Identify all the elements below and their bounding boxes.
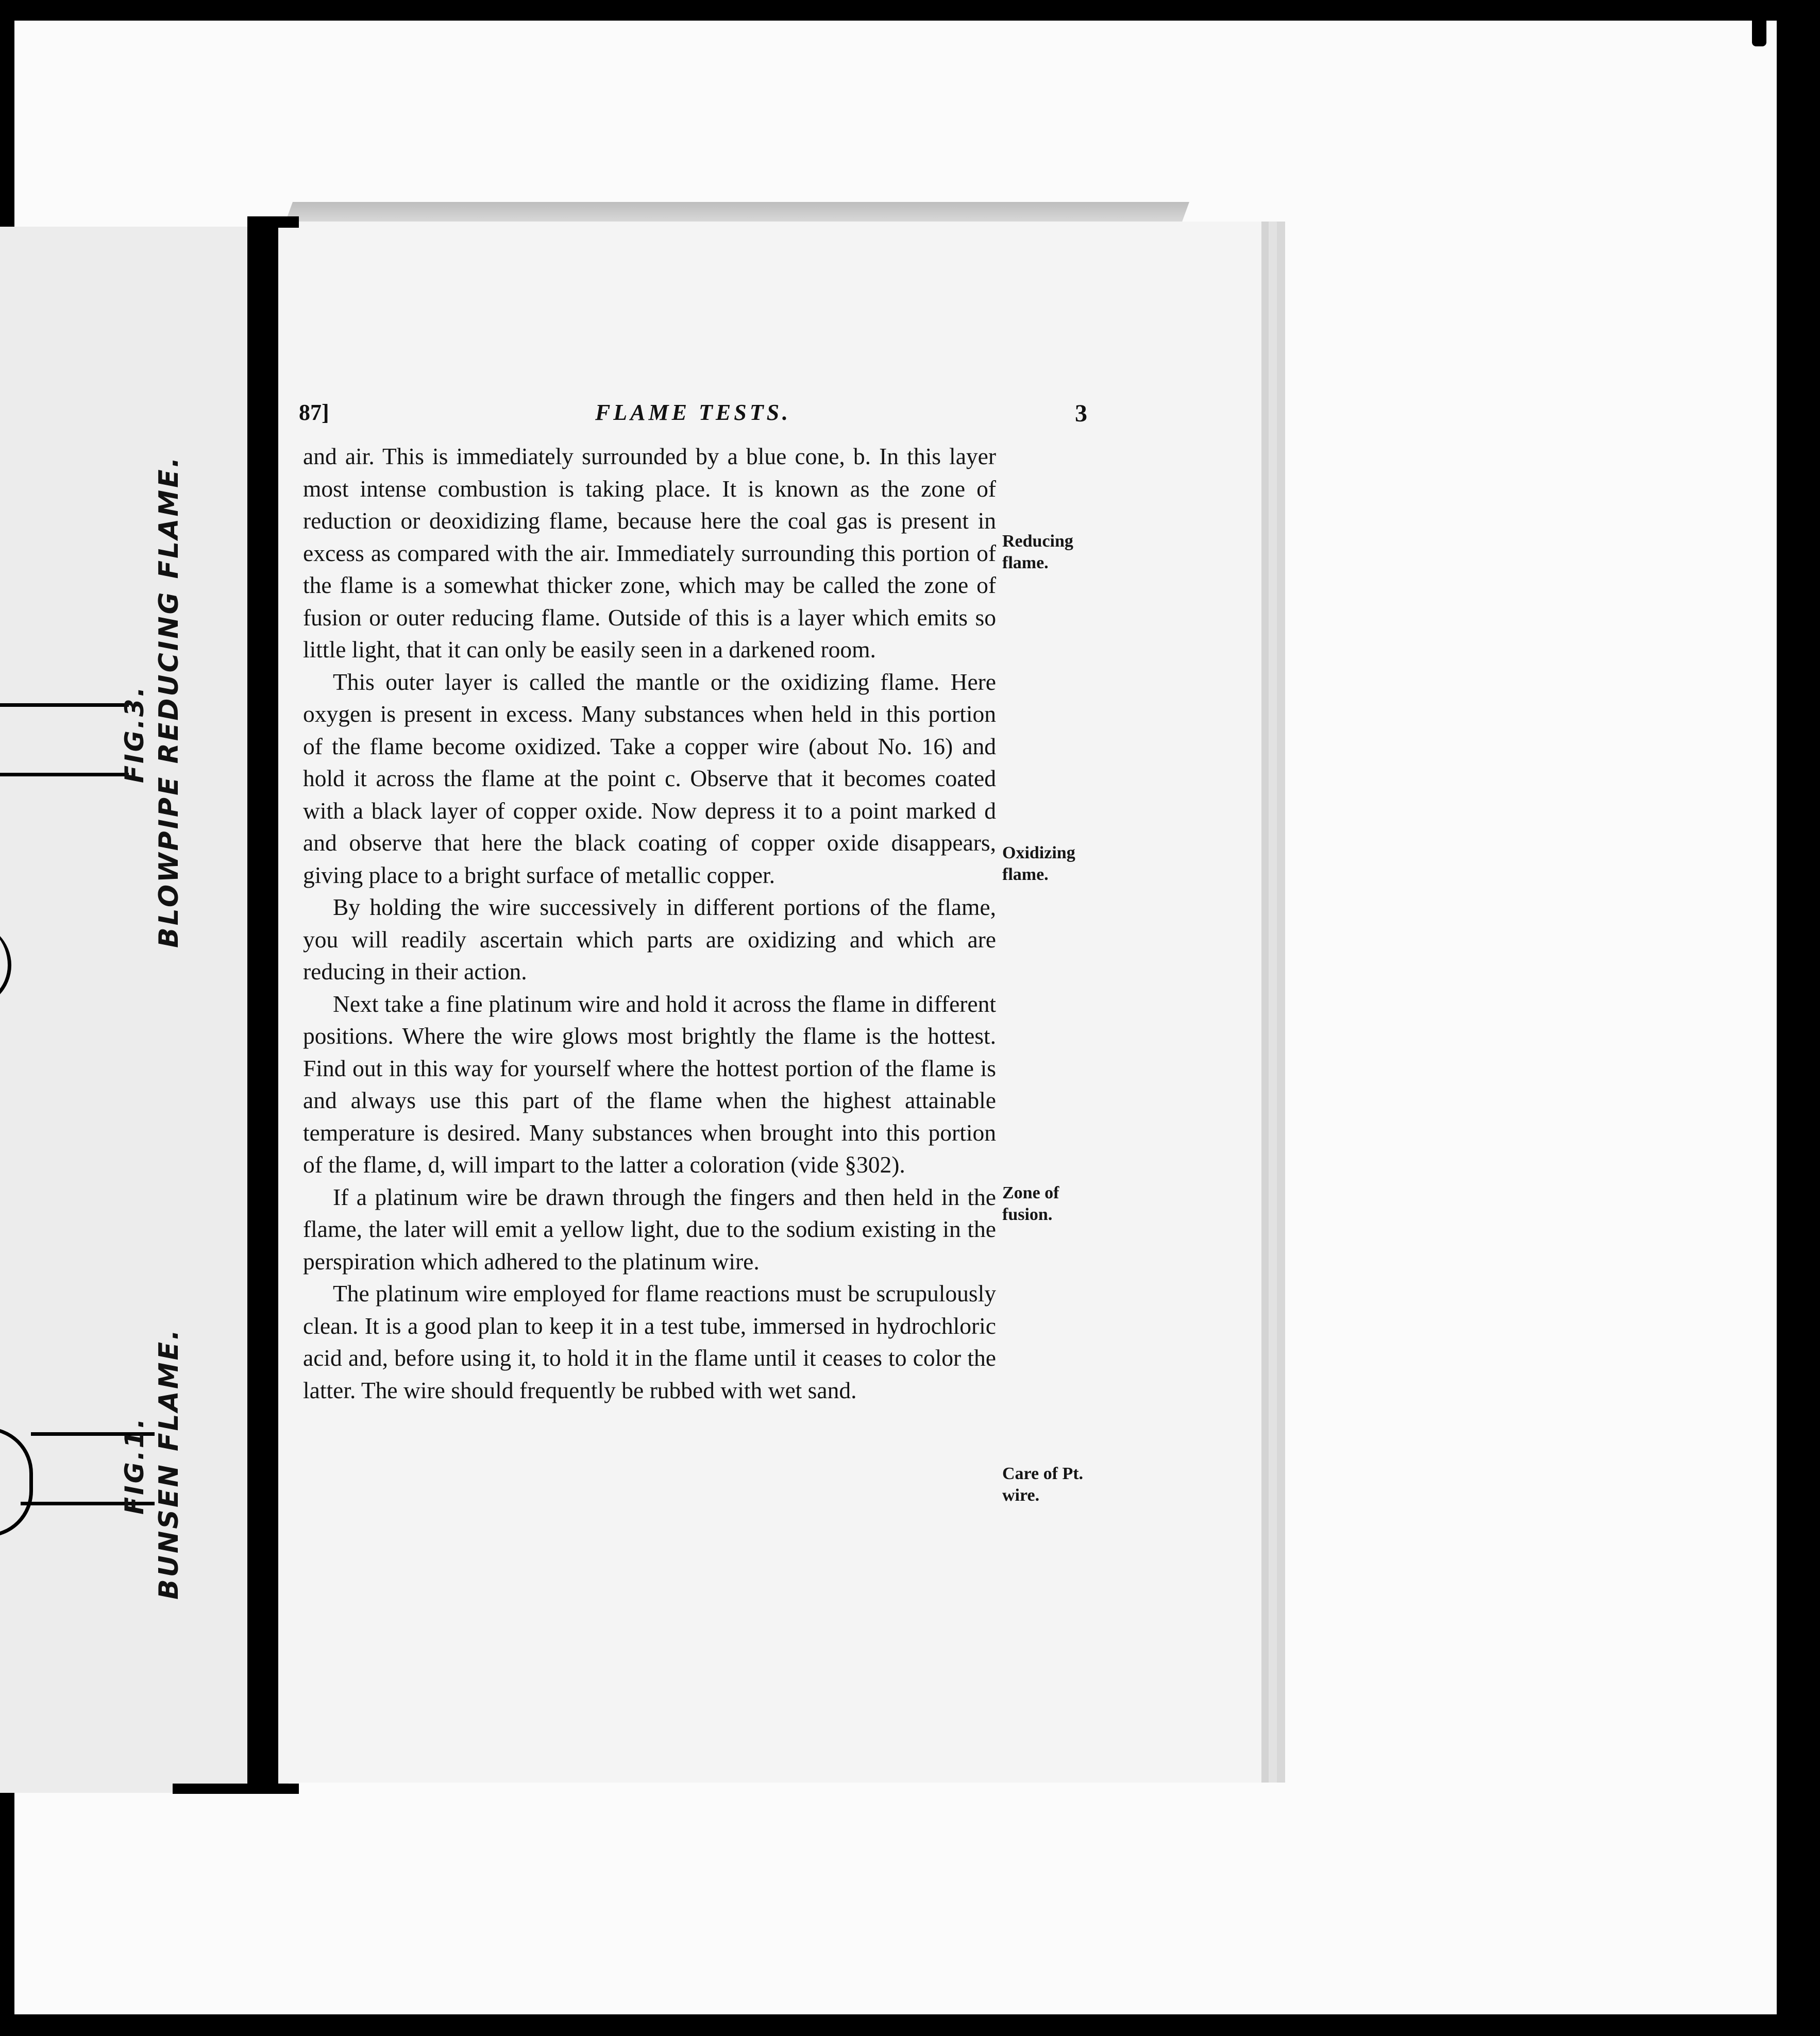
body-text — [303, 440, 996, 1406]
paragraph: This outer layer is called the mantle or the oxidizing flame. Here oxygen is present in excess. Many substances when held in this portion of the flame become oxidized. Take a copper wire (about No. 16) and hold it across the flame at the point c. Observe that it becomes coated with a black layer of copper oxide. Now depress it to a point marked d and observe that here the black coating of copper oxide disappears, giving place to a bright surface of metallic copper. — [303, 668, 996, 888]
paragraph: The platinum wire employed for flame reactions must be scrupulously clean. It is a good plan to keep it in a test tube, immersed in hydrochloric acid and, before using it, to hold it in the flame until it ceases to color the latter. The wire should frequently be rubbed with wet sand. — [303, 1280, 996, 1403]
figure-plate — [0, 227, 289, 1793]
running-header — [299, 399, 1087, 430]
blowpipe-flame-outline — [0, 922, 11, 1008]
flame-outline-line — [0, 773, 129, 776]
paragraph: Next take a fine platinum wire and hold it across the flame in different positions. Where the wire glows most brightly the flame is the hottest. Find out in this way for yourself where the hottest portion of the flame is and always use this part of the flame when the highest attainable temperature is desired. Many substances when brought into this portion of the flame, d, will impart to the latter a coloration (vide §302). — [303, 990, 996, 1178]
binding-bar-vertical — [247, 224, 278, 1788]
flame-outline-line — [0, 703, 129, 707]
margin-note-zone-of-fusion: Zone of fusion. — [1002, 1183, 1059, 1224]
bunsen-flame-outline — [0, 1427, 33, 1537]
scan-mark-right-3 — [1804, 54, 1809, 59]
running-title: FLAME TESTS. — [595, 400, 791, 425]
margin-note-oxidizing-flame: Oxidizing flame. — [1002, 843, 1075, 884]
paragraph: If a platinum wire be drawn through the fingers and then held in the flame, the later will emit a yellow light, due to the sodium existing in the perspiration which adhered to the platinum wire. — [303, 1183, 996, 1275]
margin-note-reducing-flame: Reducing flame. — [1002, 532, 1073, 572]
scan-mark-top-right — [1752, 15, 1766, 46]
fig1-caption-title: BUNSEN FLAME. — [154, 1328, 184, 1600]
binding-bar-top — [247, 216, 299, 228]
scan-mark-right — [1806, 417, 1814, 423]
binding-bar-bottom — [173, 1784, 299, 1794]
fig1-caption-number: FIG.1. — [120, 1416, 149, 1515]
fig3-caption-title: BLOWPIPE REDUCING FLAME. — [154, 455, 184, 948]
section-number: 87] — [299, 400, 329, 425]
scan-mark-right-2 — [1802, 520, 1807, 527]
paragraph: and air. This is immediately surrounded by a blue cone, b. In this layer most intense combustion is taking place. It is known as the zone of reduction or deoxidizing flame, because here the coal gas is present in excess as compared with the air. Immediately surrounding this portion of the flame is a somewhat thicker zone, which may be called the zone of fusion or outer reducing flame. Outside of this is a layer which emits so little light, that it can only be easily seen in a darkened room. — [303, 443, 996, 663]
margin-note-care-of-wire: Care of Pt. wire. — [1002, 1464, 1084, 1505]
fig3-caption-number: FIG.3. — [120, 685, 149, 783]
paragraph: By holding the wire successively in different portions of the flame, you will readily ascertain which parts are oxidizing and which are reducing in their action. — [303, 894, 996, 985]
page-number: 3 — [1075, 400, 1087, 427]
